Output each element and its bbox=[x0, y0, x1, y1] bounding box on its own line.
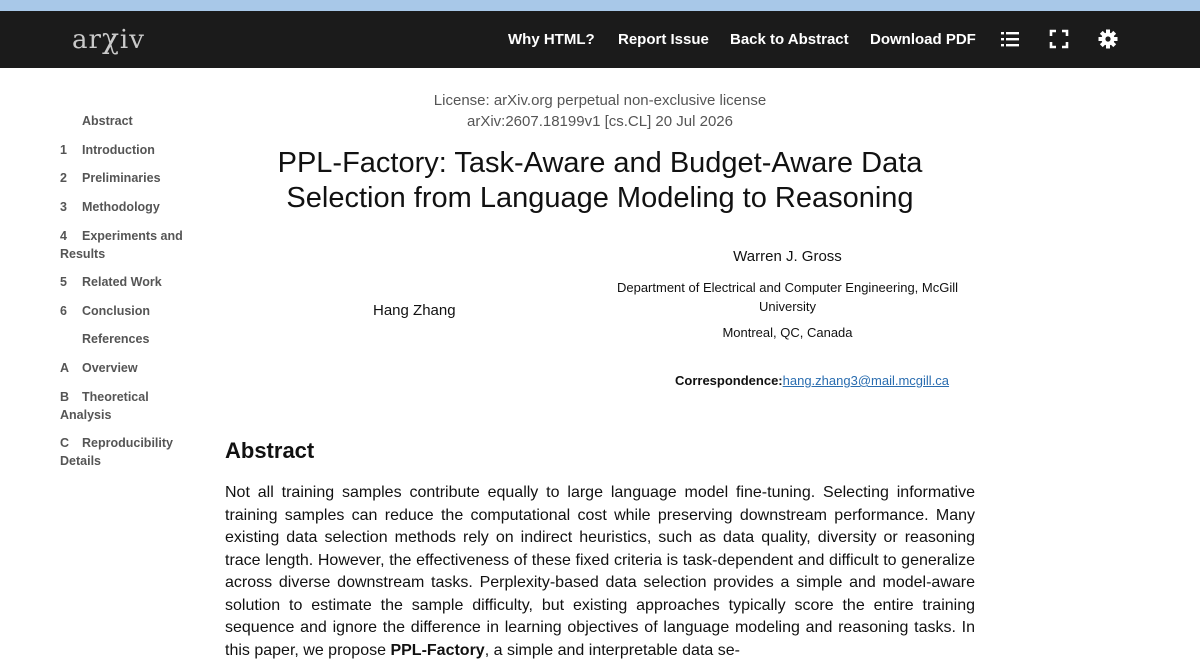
toc-item-introduction[interactable] bbox=[60, 141, 190, 159]
author-name: Warren J. Gross bbox=[733, 248, 842, 265]
toc-label: References bbox=[82, 332, 150, 346]
top-navbar bbox=[0, 11, 1200, 68]
toc-number: A bbox=[60, 361, 70, 375]
browser-notice-strip bbox=[0, 0, 1200, 11]
toc-number: C bbox=[60, 436, 70, 450]
toc-label: Related Work bbox=[82, 275, 162, 289]
toc-label: Introduction bbox=[82, 143, 155, 157]
toc-item-methodology[interactable] bbox=[60, 198, 190, 216]
toc-item-experiments[interactable] bbox=[60, 227, 190, 263]
nav-why-html[interactable]: Why HTML? bbox=[508, 31, 595, 48]
nav-download-pdf[interactable]: Download PDF bbox=[870, 31, 976, 48]
toc-label: Overview bbox=[82, 361, 138, 375]
toc-label: Theoretical Analysis bbox=[60, 390, 149, 422]
abstract-heading: Abstract bbox=[225, 438, 315, 463]
toc-label: Methodology bbox=[82, 200, 160, 214]
author-affiliation: Department of Electrical and Computer Engineering, McGill University bbox=[616, 280, 959, 314]
abstract-tail: , a simple and interpretable data se- bbox=[484, 641, 740, 659]
toc-item-related-work[interactable] bbox=[60, 273, 190, 291]
toc-label: Preliminaries bbox=[82, 171, 161, 185]
toc-number: 3 bbox=[60, 200, 67, 214]
toc-label: Abstract bbox=[82, 114, 133, 128]
toc-number: 2 bbox=[60, 171, 67, 185]
toc-item-conclusion[interactable] bbox=[60, 302, 190, 320]
toc-label: Reproducibility Details bbox=[60, 436, 173, 468]
author-name: Hang Zhang bbox=[373, 302, 456, 319]
toc-item-overview[interactable] bbox=[60, 359, 190, 377]
nav-report-issue[interactable]: Report Issue bbox=[618, 31, 709, 48]
abstract-body: Not all training samples contribute equally to large language model fine-tuning. Selecting informative training samples can reduce the computational cost while preserving downstream performance. Many existing data selection methods rely on indirect heuristics, such as data quality, diversity or reasoning trace length. However, the effectiveness of these fixed criteria is task-dependent and difficult to generalize across diverse downstream tasks. Perplexity-based data selection provides a simple and model-aware solution to estimate the sample difficulty, but existing approaches typically score the entire training sequence and ignore the difference in learning objectives of language modeling and reasoning tasks. In this paper, we propose bbox=[225, 484, 975, 659]
toc-number: B bbox=[60, 390, 70, 404]
fullscreen-icon[interactable] bbox=[1048, 28, 1070, 50]
toc-item-preliminaries[interactable] bbox=[60, 169, 190, 187]
toc-label: Conclusion bbox=[82, 304, 151, 318]
toc-number: 6 bbox=[60, 304, 67, 318]
arxiv-logo[interactable]: arχiv bbox=[72, 22, 145, 55]
settings-icon[interactable] bbox=[1097, 28, 1119, 50]
toc-number: 1 bbox=[60, 143, 67, 157]
toc-item-references[interactable] bbox=[60, 330, 190, 348]
list-icon[interactable] bbox=[999, 28, 1021, 50]
toc-number: 5 bbox=[60, 275, 67, 289]
license-line: License: arXiv.org perpetual non-exclusive license bbox=[433, 92, 767, 109]
abstract-text bbox=[225, 482, 975, 662]
method-name: PPL-Factory bbox=[390, 641, 485, 659]
toc-number: 4 bbox=[60, 229, 67, 243]
correspondence-label: Correspondence: bbox=[675, 373, 783, 388]
nav-back-to-abstract[interactable]: Back to Abstract bbox=[730, 31, 849, 48]
arxiv-id-line: arXiv:2607.18199v1 [cs.CL] 20 Jul 2026 bbox=[466, 113, 733, 130]
toc-item-reproducibility[interactable] bbox=[60, 434, 190, 470]
paper-title: PPL-Factory: Task-Aware and Budget-Aware Data Selection from Language Modeling to Reasoning bbox=[277, 147, 923, 214]
correspondence bbox=[675, 373, 949, 388]
correspondence-email-link[interactable]: hang.zhang3@mail.mcgill.ca bbox=[782, 373, 950, 388]
toc-item-abstract[interactable] bbox=[60, 112, 190, 130]
toc-item-theoretical-analysis[interactable] bbox=[60, 388, 190, 424]
toc-label: Experiments and Results bbox=[60, 229, 183, 261]
author-location: Montreal, QC, Canada bbox=[722, 325, 853, 340]
